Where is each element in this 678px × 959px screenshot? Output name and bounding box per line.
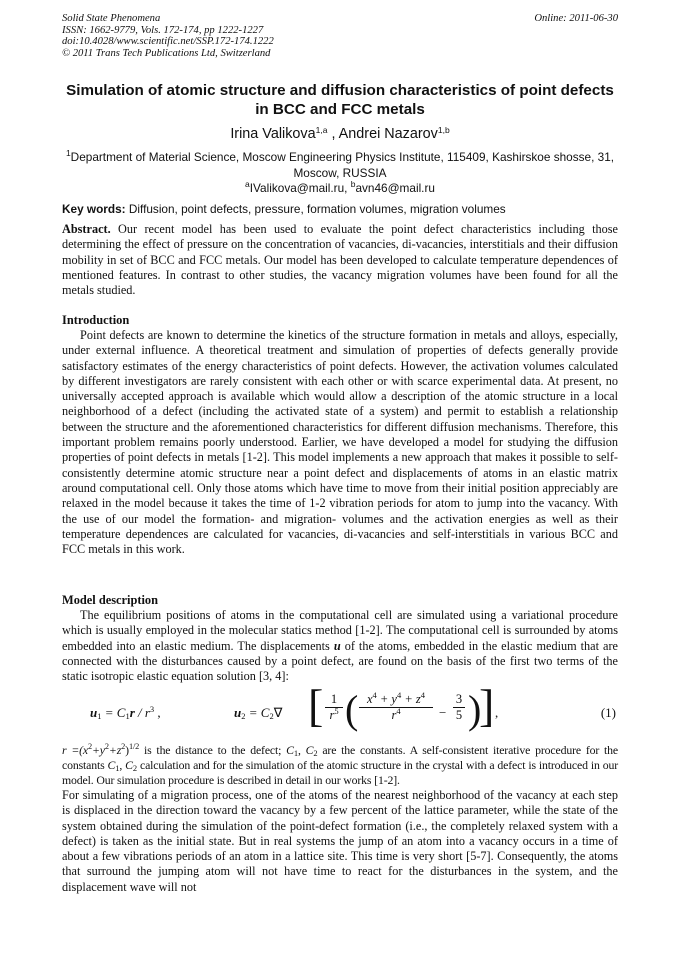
keywords bbox=[62, 202, 618, 217]
author-list bbox=[62, 125, 618, 143]
journal-name: Solid State Phenomena bbox=[62, 13, 161, 24]
eq-minus: − bbox=[439, 705, 447, 720]
email-b-sup: b bbox=[350, 179, 356, 190]
equation-1 bbox=[62, 680, 618, 744]
model-text bbox=[62, 608, 618, 684]
journal-header bbox=[62, 13, 618, 59]
journal-issn: ISSN: 1662-9779, Vols. 172-174, pp 1222-1227 bbox=[62, 24, 264, 36]
rdef-sep2: , bbox=[119, 758, 126, 772]
author-sep: , bbox=[327, 126, 339, 142]
eq-u1-r: r bbox=[129, 705, 135, 720]
eq-right-paren: ) bbox=[468, 687, 482, 732]
eq-u1-csub: 1 bbox=[125, 711, 130, 721]
rdef-c2b-sub: 2 bbox=[132, 763, 137, 773]
affil-sup: 1 bbox=[65, 148, 71, 158]
equation-number: (1) bbox=[600, 705, 616, 720]
rdef-4: ) bbox=[125, 743, 129, 757]
rdef-c2: C bbox=[305, 743, 314, 757]
keywords-text: Diffusion, point defects, pressure, formation volumes, migration volumes bbox=[125, 202, 506, 216]
author-2: Andrei Nazarov bbox=[338, 126, 438, 142]
eq-u1-exp: 3 bbox=[149, 704, 155, 714]
eq-frac1-num: 1 bbox=[325, 692, 343, 708]
author-1: Irina Valikova bbox=[230, 126, 316, 142]
equation-u1 bbox=[90, 705, 161, 721]
eq-u2-sub: 2 bbox=[241, 711, 246, 721]
eq-frac3-num: 3 bbox=[453, 692, 465, 708]
abstract-text: Our recent model has been used to evaluate the point defect characteristics including those determining the effect of pressure on the concentration of vacancies, di-vacancies, interstitials and their diffusion mobility in set of BCC and FCC metals. Our model has been developed to calculate temperature dependences of mentioned features. In contrast to other studies, the vacancy migration volumes have been found for all the metals studied. bbox=[62, 222, 618, 298]
eq-u1-tail: / r bbox=[134, 705, 150, 720]
eq-u1-symbol: u bbox=[90, 705, 98, 720]
affil-text: Department of Material Science, Moscow Engineering Physics Institute, 115409, Kashirskoe shosse, 31, Moscow, RUSSIA bbox=[70, 150, 615, 180]
eq-u1-c: = C bbox=[101, 705, 126, 720]
rdef-2: +y bbox=[92, 743, 105, 757]
eq-u1-sub: 1 bbox=[97, 711, 102, 721]
eq-u2-csub: 2 bbox=[269, 711, 274, 721]
rdef-c1b: C bbox=[107, 758, 116, 772]
introduction-text: Point defects are known to determine the kinetics of the structure formation in metals and alloys, especially, under external influence. A theoretical treatment and simulation of properties of defects generally provide satisfactory estimates of the energy characteristics of point defects. However, the activation volumes calculated by different investigators are rarely consistent with each other or with scarce experimental data. At present, no universally accepted approach is available which would allow a description of the atomic structure in a local neighborhood of a defect (including the activated state of a system) and permit to establish a relationship between the structure and the aforementioned characteristics for different diffusion mechanisms. Therefore, this important problem remains poorly understood. Earlier, we have developed a model for studying the diffusion properties of point defects in metals [1-2]. This model implements a new approach that makes it possible to self-consistently determine atomic structure near a point defect and displacements of atoms in an elastic matrix around computational cell. Only those atoms which have time to move from their initial position appreciably are relaxed in the model because it takes the time of 1-2 vibration periods for atom to jump into the vacancy. With the use of our model the formation- and migration- volumes and the activation energies as well as their temperature dependences are calculated for vacancies, di-vacancies and self-interstitials in various BCC and FCC metals in this work. bbox=[62, 328, 618, 557]
eq-frac2-e3: 4 bbox=[420, 690, 426, 700]
model-text-1: The equilibrium positions of atoms in the computational cell are simulated using a variational procedure which is usually employed in the molecular statics method [1-2]. The computational cell is surrounded by atoms embedded into an elastic medium. The displacements bbox=[62, 608, 618, 653]
rdef-3: +z bbox=[108, 743, 122, 757]
rdef-c2b: C bbox=[125, 758, 133, 772]
eq-left-bracket: [ bbox=[308, 680, 324, 731]
rdef-e4: 1/2 bbox=[128, 742, 140, 751]
eq-frac1-den: r bbox=[329, 708, 335, 722]
online-date: Online: 2011-06-30 bbox=[534, 13, 618, 24]
model-u-symbol: u bbox=[333, 638, 341, 653]
eq-right-bracket: ] bbox=[479, 680, 495, 731]
eq-left-paren: ( bbox=[345, 687, 359, 732]
rdef-1: r =(x bbox=[62, 743, 88, 757]
email-a: IValikova@mail.ru, bbox=[249, 181, 351, 196]
rdef-e3: 2 bbox=[121, 742, 126, 751]
journal-doi: doi:10.4028/www.scientific.net/SSP.172-174.1222 bbox=[62, 36, 274, 48]
abstract-label: Abstract. bbox=[62, 222, 111, 236]
eq-frac2-y: + y bbox=[376, 692, 397, 706]
journal-copyright: © 2011 Trans Tech Publications Ltd, Switzerland bbox=[62, 47, 271, 59]
keywords-label: Key words: bbox=[62, 202, 126, 216]
model-text-2: of the atoms, embedded in the elastic medium that are connected with the disturbances caused by a point defect, are found on the basis of the first two terms of the static isotropic elastic equation solution [3, 4]: bbox=[62, 638, 618, 684]
eq-frac2-den-exp: 4 bbox=[396, 706, 401, 716]
eq-frac2-e1: 4 bbox=[372, 690, 377, 700]
eq-frac1-den-exp: 5 bbox=[334, 706, 339, 716]
email-a-sup: a bbox=[245, 179, 250, 190]
eq-frac-3 bbox=[453, 692, 465, 723]
eq-u2-symbol: u bbox=[234, 705, 242, 720]
rdef-c1-sub: 1 bbox=[293, 748, 298, 758]
model-heading: Model description bbox=[62, 593, 159, 607]
abstract bbox=[62, 222, 618, 298]
eq-frac3-den: 5 bbox=[455, 708, 463, 722]
eq-u2-c: = C bbox=[245, 705, 270, 720]
equation-u2 bbox=[234, 705, 282, 721]
rdef-c2-sub: 2 bbox=[313, 748, 318, 758]
eq-frac2-e2: 4 bbox=[396, 690, 402, 700]
rdef-sep: , bbox=[297, 743, 306, 757]
rdef-e2: 2 bbox=[104, 742, 109, 751]
author-1-sup: 1,a bbox=[315, 125, 328, 135]
rdef-text-3: calculation and for the simulation of the atomic structure in the crystal with a defect is introduced in our model. Our simulation procedure is described in detail in our works [1-2]. bbox=[62, 758, 618, 787]
eq-frac2-z: + z bbox=[401, 692, 421, 706]
r-definition bbox=[62, 743, 618, 788]
eq-frac-1 bbox=[325, 692, 343, 723]
rdef-c1: C bbox=[286, 743, 294, 757]
eq-u1-end: , bbox=[154, 705, 161, 720]
rdef-c1b-sub: 1 bbox=[115, 763, 120, 773]
migration-text: For simulating of a migration process, one of the atoms of the nearest neighborhood of the vacancy at each step is displaced in the direction toward the vacancy by a few percent of the lattice parameter, while the state of the system obtained during the simulation of the point-defect formation (i.e., the completely relaxed system with a defect) is taken as the initial state. But in real systems the jump of an atom into a vacancy occurs in a time of about a few vibrations periods of an atom in a lattice site. This time is very short [5-7]. Consequently, the atoms that surround the jumping atom will not have time to react for the disturbances in the system, and the displacement wave will not bbox=[62, 788, 618, 894]
eq-nabla: ∇ bbox=[273, 705, 283, 720]
rdef-text-1: is the distance to the defect; bbox=[139, 743, 287, 757]
affiliation bbox=[62, 150, 618, 197]
rdef-text-2: are the constants. A self-consistent iterative procedure for the constants bbox=[62, 743, 618, 772]
paper-title: Simulation of atomic structure and diffusion characteristics of point defects in BCC and FCC metals bbox=[66, 82, 614, 118]
eq-comma: , bbox=[495, 705, 499, 720]
email-b: avn46@mail.ru bbox=[355, 181, 435, 196]
eq-frac-2 bbox=[359, 692, 433, 723]
introduction-heading: Introduction bbox=[62, 313, 130, 327]
rdef-e1: 2 bbox=[88, 742, 92, 751]
eq-frac2-x: x bbox=[366, 692, 373, 706]
author-2-sup: 1,b bbox=[437, 125, 450, 135]
eq-frac2-den: r bbox=[391, 708, 397, 722]
